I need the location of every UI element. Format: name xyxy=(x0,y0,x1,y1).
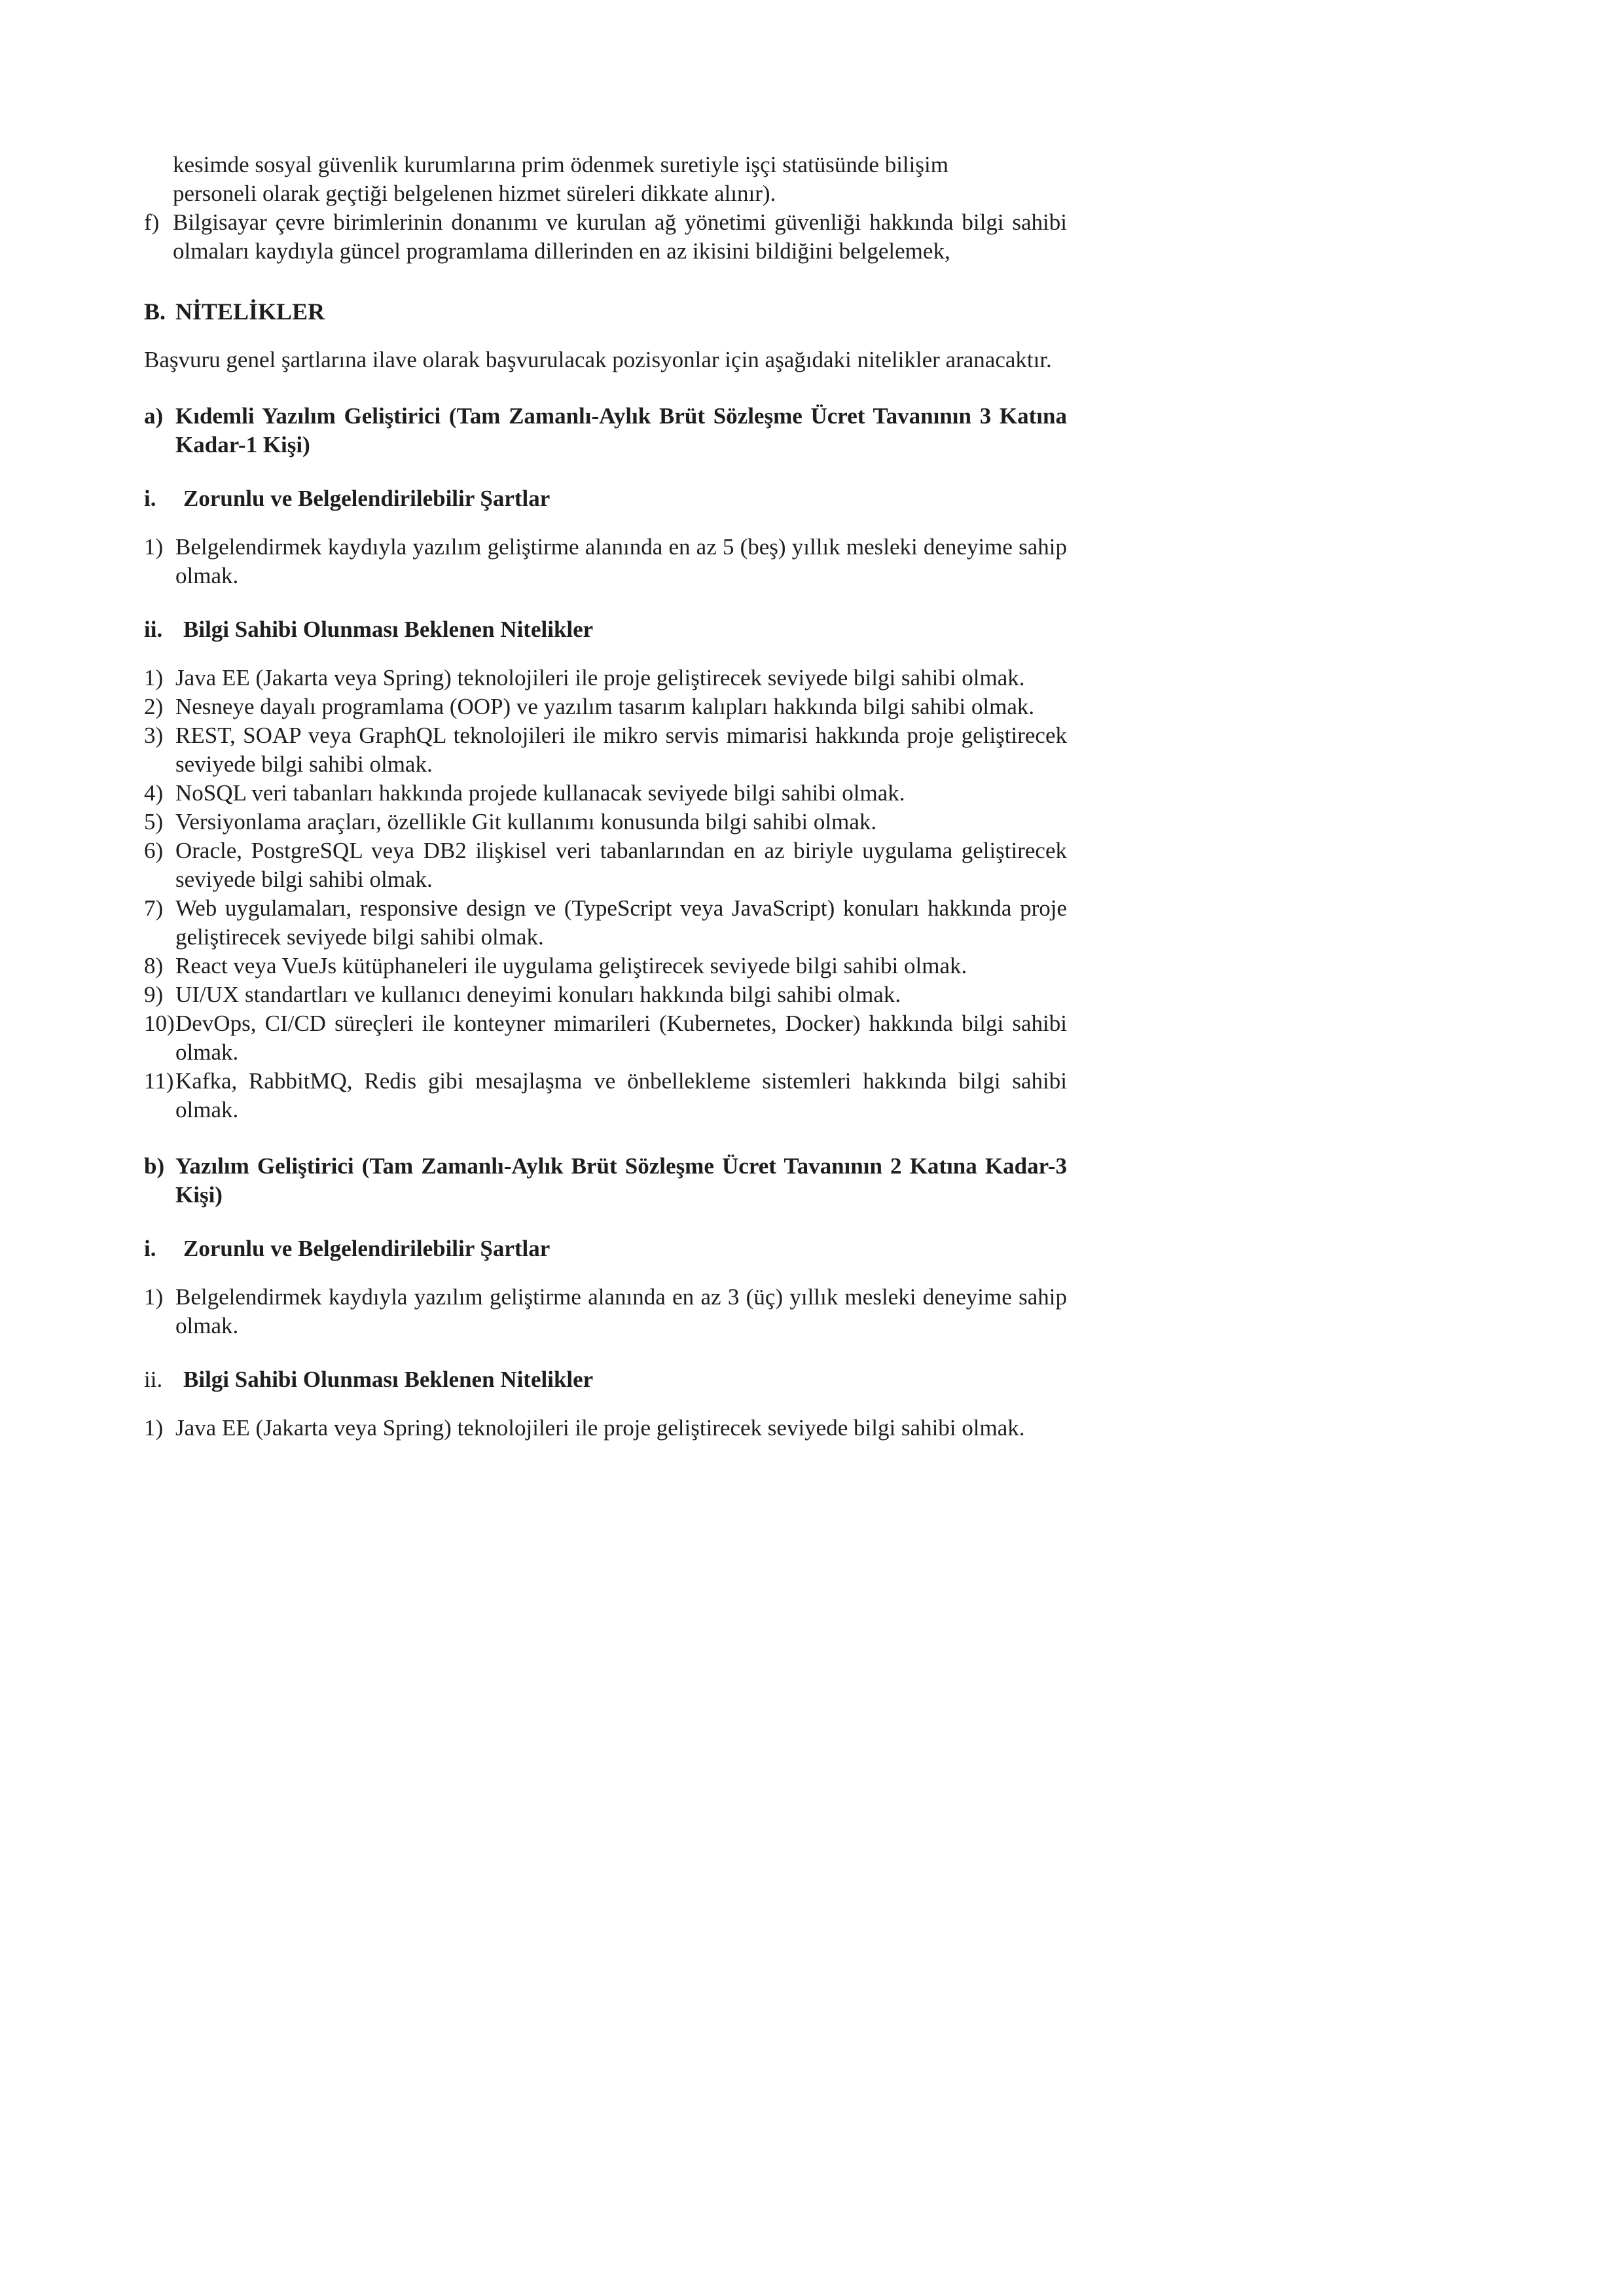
list-item xyxy=(144,894,1067,952)
list-item-number: 1) xyxy=(144,665,164,691)
list-item xyxy=(144,692,1067,721)
list-item-number: 1) xyxy=(144,534,164,560)
list-item-number: 7) xyxy=(144,895,164,921)
list-item xyxy=(144,721,1067,779)
section-b-heading xyxy=(144,297,1067,326)
list-item-text: NoSQL veri tabanları hakkında projede kullanacak seviyede bilgi sahibi olmak. xyxy=(175,780,905,806)
list-item-number: 9) xyxy=(144,982,164,1007)
position-a-heading xyxy=(144,402,1067,459)
list-item-text: Belgelendirmek kaydıyla yazılım geliştirme alanında en az 5 (beş) yıllık mesleki deneyime sahip olmak. xyxy=(175,534,1067,588)
item-f xyxy=(144,208,1067,266)
list-item xyxy=(144,664,1067,692)
list-item-number: 4) xyxy=(144,780,164,806)
list-item-number: 2) xyxy=(144,694,164,719)
list-item-number: 6) xyxy=(144,838,164,863)
position-b-knowledge-heading xyxy=(144,1365,1067,1394)
position-a-mandatory-number: i. xyxy=(144,486,156,511)
position-b-title: Yazılım Geliştirici (Tam Zamanlı-Aylık Brüt Sözleşme Ücret Tavanının 2 Katına Kadar-3 Kişi) xyxy=(175,1153,1067,1208)
list-item-number: 5) xyxy=(144,809,164,834)
list-item-text: REST, SOAP veya GraphQL teknolojileri ile mikro servis mimarisi hakkında proje geliştirecek seviyede bilgi sahibi olmak. xyxy=(175,723,1067,777)
continuation-text xyxy=(144,151,1067,208)
list-item-text: Web uygulamaları, responsive design ve (TypeScript veya JavaScript) konuları hakkında proje geliştirecek seviyede bilgi sahibi olmak. xyxy=(175,895,1067,950)
section-b-intro: Başvuru genel şartlarına ilave olarak başvurulacak pozisyonlar için aşağıdaki nitelikler aranacaktır. xyxy=(144,347,1052,372)
section-b-number: B. xyxy=(144,298,166,325)
position-a-mandatory-list xyxy=(144,533,1067,590)
list-item xyxy=(144,952,1067,980)
position-a-mandatory-title: Zorunlu ve Belgelendirilebilir Şartlar xyxy=(183,486,550,511)
position-a-number: a) xyxy=(144,403,164,429)
list-item-text: Belgelendirmek kaydıyla yazılım geliştirme alanında en az 3 (üç) yıllık mesleki deneyime sahip olmak. xyxy=(175,1284,1067,1338)
list-item xyxy=(144,1009,1067,1067)
position-b-heading xyxy=(144,1152,1067,1210)
position-a-knowledge-number: ii. xyxy=(144,617,163,642)
list-item-text: DevOps, CI/CD süreçleri ile konteyner mimarileri (Kubernetes, Docker) hakkında bilgi sahibi olmak. xyxy=(175,1011,1067,1065)
position-a-title: Kıdemli Yazılım Geliştirici (Tam Zamanlı-Aylık Brüt Sözleşme Ücret Tavanının 3 Katına Kadar-1 Kişi) xyxy=(175,403,1067,457)
position-a-mandatory-heading xyxy=(144,484,1067,513)
item-f-number: f) xyxy=(144,209,160,235)
continuation-line-2: personeli olarak geçtiği belgelenen hizmet süreleri dikkate alınır). xyxy=(173,181,776,206)
list-item xyxy=(144,533,1067,590)
list-item xyxy=(144,808,1067,836)
position-a-knowledge-list xyxy=(144,664,1067,1124)
list-item-text: UI/UX standartları ve kullanıcı deneyimi konuları hakkında bilgi sahibi olmak. xyxy=(175,982,901,1007)
position-b-knowledge-list xyxy=(144,1414,1067,1443)
list-item xyxy=(144,1414,1067,1443)
list-item-text: Nesneye dayalı programlama (OOP) ve yazılım tasarım kalıpları hakkında bilgi sahibi olmak. xyxy=(175,694,1035,719)
position-a-knowledge-title: Bilgi Sahibi Olunması Beklenen Nitelikler xyxy=(183,617,594,642)
list-item xyxy=(144,980,1067,1009)
list-item-number: 1) xyxy=(144,1415,164,1441)
list-item-text: Kafka, RabbitMQ, Redis gibi mesajlaşma ve önbellekleme sistemleri hakkında bilgi sahibi olmak. xyxy=(175,1068,1067,1122)
list-item-text: Versiyonlama araçları, özellikle Git kullanımı konusunda bilgi sahibi olmak. xyxy=(175,809,877,834)
position-b-mandatory-number: i. xyxy=(144,1236,156,1261)
list-item-number: 10) xyxy=(144,1011,175,1036)
position-b-knowledge-number: ii. xyxy=(144,1367,163,1392)
position-a-knowledge-heading xyxy=(144,615,1067,644)
list-item xyxy=(144,836,1067,894)
position-b-mandatory-title: Zorunlu ve Belgelendirilebilir Şartlar xyxy=(183,1236,550,1261)
list-item-text: Oracle, PostgreSQL veya DB2 ilişkisel veri tabanlarından en az biriyle uygulama geliştirecek seviyede bilgi sahibi olmak. xyxy=(175,838,1067,892)
list-item-text: Java EE (Jakarta veya Spring) teknolojileri ile proje geliştirecek seviyede bilgi sahibi olmak. xyxy=(175,1415,1025,1441)
document-page xyxy=(144,151,1067,1443)
position-b-knowledge-title: Bilgi Sahibi Olunması Beklenen Nitelikler xyxy=(183,1367,594,1392)
list-item-text: Java EE (Jakarta veya Spring) teknolojileri ile proje geliştirecek seviyede bilgi sahibi olmak. xyxy=(175,665,1025,691)
list-item-number: 11) xyxy=(144,1068,174,1094)
position-b-mandatory-heading xyxy=(144,1234,1067,1263)
list-item-number: 3) xyxy=(144,723,164,748)
list-item-number: 8) xyxy=(144,953,164,978)
list-item xyxy=(144,779,1067,808)
list-item xyxy=(144,1067,1067,1124)
item-f-text: Bilgisayar çevre birimlerinin donanımı ve kurulan ağ yönetimi güvenliği hakkında bilgi sahibi olmaları kaydıyla güncel programlama dillerinden en az ikisini bildiğini belgelemek, xyxy=(173,209,1067,264)
continuation-line-1: kesimde sosyal güvenlik kurumlarına prim ödenmek suretiyle işçi statüsünde bilişim xyxy=(173,152,948,177)
position-b-number: b) xyxy=(144,1153,165,1179)
list-item-number: 1) xyxy=(144,1284,164,1310)
section-b-title: NİTELİKLER xyxy=(175,298,325,325)
list-item xyxy=(144,1283,1067,1340)
position-b-mandatory-list xyxy=(144,1283,1067,1340)
list-item-text: React veya VueJs kütüphaneleri ile uygulama geliştirecek seviyede bilgi sahibi olmak. xyxy=(175,953,967,978)
